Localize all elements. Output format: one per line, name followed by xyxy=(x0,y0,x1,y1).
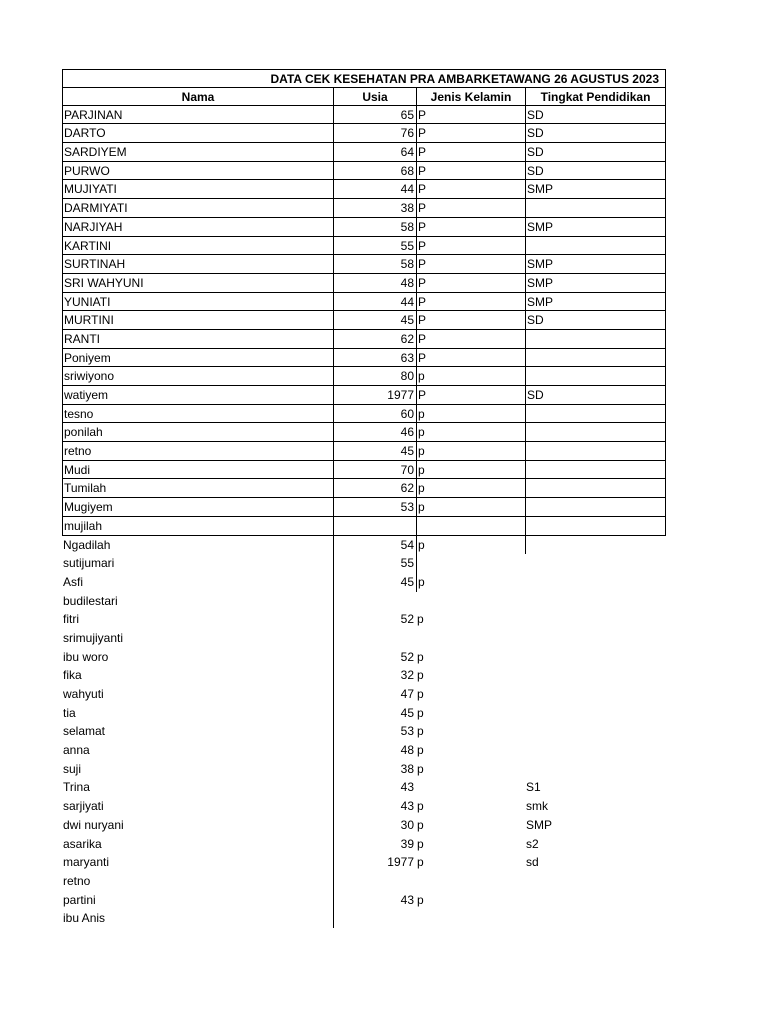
cell-age: 58 xyxy=(333,218,416,237)
list-row xyxy=(62,741,666,760)
cell-education xyxy=(525,423,666,442)
list-row xyxy=(62,554,666,573)
cell-education xyxy=(525,704,666,723)
table-row xyxy=(62,442,666,461)
cell-name: dwi nuryani xyxy=(63,817,124,832)
cell-age: 45 xyxy=(333,311,416,330)
cell-education xyxy=(525,349,666,368)
table-body xyxy=(62,106,666,536)
list-row xyxy=(62,536,666,555)
cell-age: 55 xyxy=(333,554,416,573)
cell-gender: P xyxy=(416,311,525,330)
cell-age: 62 xyxy=(333,479,416,498)
cell-gender xyxy=(416,592,525,611)
cell-name: SRI WAHYUNI xyxy=(62,274,333,293)
table-row xyxy=(62,199,666,218)
cell-age xyxy=(333,872,416,891)
list-row xyxy=(62,648,666,667)
cell-education: SD xyxy=(525,311,666,330)
cell-name: sarjiyati xyxy=(63,799,104,814)
cell-age: 65 xyxy=(333,106,416,125)
sheet-title: DATA CEK KESEHATAN PRA AMBARKETAWANG 26 AGUSTUS 2023 xyxy=(270,72,659,86)
table-row xyxy=(62,237,666,256)
cell-name: fitri xyxy=(63,612,79,627)
cell-gender: p xyxy=(417,724,424,739)
cell-age: 80 xyxy=(333,367,416,386)
cell-name: watiyem xyxy=(62,386,333,405)
list-row xyxy=(62,835,666,854)
cell-name: maryanti xyxy=(63,855,110,870)
cell-education: SMP xyxy=(525,293,666,312)
cell-education xyxy=(525,629,666,648)
cell-name: retno xyxy=(62,442,333,461)
cell-gender: p xyxy=(416,498,525,517)
cell-name: sutijumari xyxy=(63,556,115,571)
table-row xyxy=(62,405,666,424)
cell-age: 55 xyxy=(333,237,416,256)
cell-name: mujilah xyxy=(62,517,333,536)
cell-age: 39 xyxy=(333,835,416,854)
cell-education xyxy=(525,666,666,685)
cell-gender: P xyxy=(416,293,525,312)
cell-gender: P xyxy=(416,255,525,274)
list-row xyxy=(62,685,666,704)
cell-education: SD xyxy=(525,162,666,181)
header-age: Usia xyxy=(333,87,416,106)
list-row xyxy=(62,666,666,685)
table-row xyxy=(62,386,666,405)
table-row xyxy=(62,218,666,237)
cell-age: 62 xyxy=(333,330,416,349)
cell-education xyxy=(525,648,666,667)
cell-education xyxy=(525,517,666,536)
cell-education xyxy=(525,237,666,256)
list-row xyxy=(62,610,666,629)
list-row xyxy=(62,891,666,910)
spreadsheet xyxy=(62,69,666,928)
cell-education xyxy=(525,592,666,611)
cell-age xyxy=(333,629,416,648)
cell-education: SMP xyxy=(525,180,666,199)
cell-age: 1977 xyxy=(333,853,416,872)
untabled-rows xyxy=(62,536,666,928)
cell-name: SARDIYEM xyxy=(62,143,333,162)
cell-age: 48 xyxy=(333,274,416,293)
cell-education: SMP xyxy=(526,817,553,832)
table-row xyxy=(62,423,666,442)
cell-education xyxy=(525,536,666,555)
cell-age: 53 xyxy=(333,722,416,741)
list-row xyxy=(62,592,666,611)
cell-gender: p xyxy=(417,668,424,683)
cell-education: SMP xyxy=(525,218,666,237)
cell-age: 60 xyxy=(333,405,416,424)
cell-age: 43 xyxy=(333,778,416,797)
cell-gender: P xyxy=(416,124,525,143)
cell-education xyxy=(525,461,666,480)
cell-education xyxy=(525,199,666,218)
list-row xyxy=(62,760,666,779)
table-row xyxy=(62,124,666,143)
cell-education: SD xyxy=(525,143,666,162)
cell-gender xyxy=(416,872,525,891)
cell-age: 45 xyxy=(333,442,416,461)
cell-name: KARTINI xyxy=(62,237,333,256)
cell-name: srimujiyanti xyxy=(63,630,124,645)
cell-name: YUNIATI xyxy=(62,293,333,312)
cell-name: MURTINI xyxy=(62,311,333,330)
cell-gender: p xyxy=(416,573,525,592)
cell-age: 68 xyxy=(333,162,416,181)
cell-name: tesno xyxy=(62,405,333,424)
cell-gender: p xyxy=(416,423,525,442)
cell-age: 70 xyxy=(333,461,416,480)
cell-gender: p xyxy=(416,367,525,386)
cell-education xyxy=(525,442,666,461)
cell-education: SMP xyxy=(525,274,666,293)
list-row xyxy=(62,909,666,928)
cell-education xyxy=(525,610,666,629)
table-row xyxy=(62,498,666,517)
cell-education xyxy=(525,405,666,424)
cell-name: PURWO xyxy=(62,162,333,181)
table-row xyxy=(62,349,666,368)
cell-name: PARJINAN xyxy=(62,106,333,125)
cell-gender: P xyxy=(416,330,525,349)
cell-name: Tumilah xyxy=(62,479,333,498)
cell-age xyxy=(333,592,416,611)
cell-gender: p xyxy=(417,687,424,701)
cell-gender xyxy=(416,554,525,573)
cell-gender: p xyxy=(417,836,424,851)
cell-gender: P xyxy=(416,143,525,162)
cell-name: sriwiyono xyxy=(62,367,333,386)
cell-name: Mudi xyxy=(62,461,333,480)
cell-gender: P xyxy=(416,349,525,368)
cell-age xyxy=(333,909,416,928)
cell-gender: p xyxy=(417,705,424,720)
cell-name: wahyuti xyxy=(63,687,104,701)
cell-education: smk xyxy=(526,799,548,814)
cell-name: partini xyxy=(63,892,96,907)
cell-education xyxy=(525,685,666,704)
cell-age: 43 xyxy=(333,891,416,910)
cell-gender: P xyxy=(416,199,525,218)
cell-education: s2 xyxy=(526,836,539,851)
cell-education xyxy=(525,760,666,779)
cell-education xyxy=(525,479,666,498)
cell-age: 48 xyxy=(333,741,416,760)
cell-gender: P xyxy=(416,162,525,181)
cell-name: budilestari xyxy=(63,593,118,608)
cell-education xyxy=(525,872,666,891)
cell-name: retno xyxy=(63,873,91,888)
title-row xyxy=(62,69,666,87)
cell-education: SD xyxy=(525,124,666,143)
cell-name: tia xyxy=(63,705,76,720)
cell-education xyxy=(525,330,666,349)
list-row xyxy=(62,816,666,835)
cell-gender: p xyxy=(417,612,424,627)
cell-age: 52 xyxy=(333,648,416,667)
cell-education xyxy=(525,741,666,760)
cell-name: NARJIYAH xyxy=(62,218,333,237)
cell-gender xyxy=(416,517,525,536)
cell-gender: p xyxy=(416,461,525,480)
cell-gender: p xyxy=(417,743,424,758)
cell-age: 58 xyxy=(333,255,416,274)
cell-age xyxy=(333,517,416,536)
list-row xyxy=(62,778,666,797)
cell-age: 45 xyxy=(333,573,416,592)
table-row xyxy=(62,180,666,199)
table-row xyxy=(62,255,666,274)
cell-education xyxy=(525,554,666,573)
cell-name: ponilah xyxy=(62,423,333,442)
table-row xyxy=(62,330,666,349)
cell-gender: p xyxy=(416,405,525,424)
cell-education xyxy=(525,498,666,517)
cell-age: 53 xyxy=(333,498,416,517)
cell-age: 44 xyxy=(333,293,416,312)
cell-age: 63 xyxy=(333,349,416,368)
cell-gender: p xyxy=(417,799,424,814)
cell-education xyxy=(525,367,666,386)
cell-age: 46 xyxy=(333,423,416,442)
table-row xyxy=(62,479,666,498)
cell-age: 43 xyxy=(333,797,416,816)
cell-name: Ngadilah xyxy=(63,537,111,552)
cell-age: 47 xyxy=(333,685,416,704)
cell-education xyxy=(525,573,666,592)
cell-gender: P xyxy=(416,218,525,237)
cell-name: DARMIYATI xyxy=(62,199,333,218)
cell-name: Trina xyxy=(63,780,90,795)
cell-name: ibu Anis xyxy=(63,911,106,926)
header-gender: Jenis Kelamin xyxy=(416,87,525,106)
table-row xyxy=(62,461,666,480)
cell-gender: p xyxy=(416,536,525,555)
table-row xyxy=(62,517,666,536)
cell-education xyxy=(525,909,666,928)
cell-name: Mugiyem xyxy=(62,498,333,517)
list-row xyxy=(62,629,666,648)
table-row xyxy=(62,367,666,386)
header-name: Nama xyxy=(62,87,333,106)
cell-age: 38 xyxy=(333,760,416,779)
cell-age: 54 xyxy=(333,536,416,555)
cell-name: Poniyem xyxy=(62,349,333,368)
cell-gender: p xyxy=(417,761,424,776)
cell-age: 32 xyxy=(333,666,416,685)
cell-age: 30 xyxy=(333,816,416,835)
cell-education xyxy=(525,722,666,741)
cell-name: Asfi xyxy=(63,574,84,589)
cell-gender: p xyxy=(416,442,525,461)
cell-gender: p xyxy=(417,649,424,664)
cell-education xyxy=(525,891,666,910)
table-row xyxy=(62,311,666,330)
cell-age: 76 xyxy=(333,124,416,143)
table-row xyxy=(62,274,666,293)
cell-name: fika xyxy=(63,668,82,683)
cell-education: SMP xyxy=(525,255,666,274)
cell-gender: p xyxy=(416,479,525,498)
cell-gender xyxy=(416,909,525,928)
table-row xyxy=(62,143,666,162)
cell-gender: P xyxy=(416,106,525,125)
cell-gender: P xyxy=(416,274,525,293)
header-row xyxy=(62,87,666,106)
cell-age: 44 xyxy=(333,180,416,199)
cell-education: SD xyxy=(525,386,666,405)
cell-gender: P xyxy=(416,386,525,405)
cell-name: SURTINAH xyxy=(62,255,333,274)
cell-education: sd xyxy=(526,855,539,870)
header-education: Tingkat Pendidikan xyxy=(525,87,666,106)
cell-gender xyxy=(416,629,525,648)
table-row xyxy=(62,293,666,312)
cell-age: 45 xyxy=(333,704,416,723)
list-row xyxy=(62,797,666,816)
cell-age: 38 xyxy=(333,199,416,218)
cell-gender xyxy=(416,778,525,797)
cell-name: suji xyxy=(63,761,82,776)
cell-education: SD xyxy=(525,106,666,125)
cell-name: DARTO xyxy=(62,124,333,143)
cell-name: selamat xyxy=(63,724,106,739)
cell-name: asarika xyxy=(63,836,102,851)
cell-age: 1977 xyxy=(333,386,416,405)
list-row xyxy=(62,872,666,891)
cell-gender: P xyxy=(416,180,525,199)
cell-name: ibu woro xyxy=(63,649,109,664)
cell-name: MUJIYATI xyxy=(62,180,333,199)
list-row xyxy=(62,853,666,872)
cell-gender: P xyxy=(416,237,525,256)
list-row xyxy=(62,722,666,741)
cell-age: 52 xyxy=(333,610,416,629)
cell-gender: p xyxy=(417,817,424,832)
cell-name: anna xyxy=(63,743,90,758)
cell-gender: p xyxy=(417,855,424,870)
cell-gender: p xyxy=(417,892,424,907)
list-row xyxy=(62,704,666,723)
cell-name: RANTI xyxy=(62,330,333,349)
cell-age: 64 xyxy=(333,143,416,162)
list-row xyxy=(62,573,666,592)
cell-education: S1 xyxy=(526,780,541,795)
table-row xyxy=(62,106,666,125)
table-row xyxy=(62,162,666,181)
